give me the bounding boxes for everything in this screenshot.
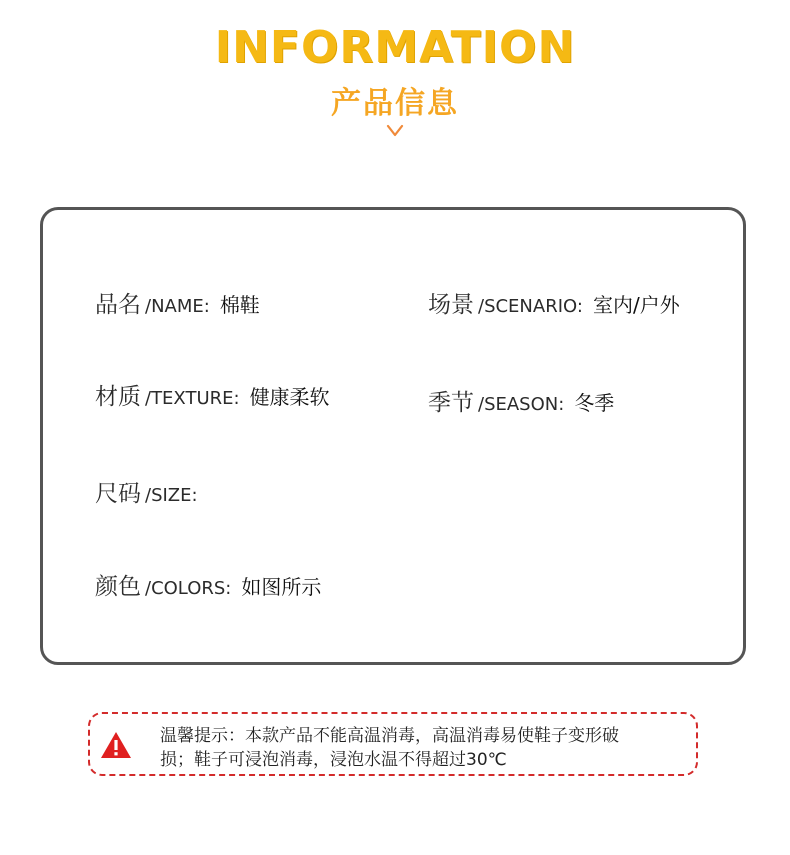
info-panel	[40, 207, 746, 665]
field-value: 如图所示	[241, 575, 322, 599]
field-value: 冬季	[574, 391, 615, 415]
field-colors	[95, 568, 321, 601]
care-notice	[88, 712, 698, 776]
notice-line-1: 温馨提示：本款产品不能高温消毒，高温消毒易使鞋子变形破	[160, 726, 619, 746]
field-label-cn: 场景	[428, 292, 474, 318]
field-label-en: /SEASON:	[478, 394, 565, 415]
field-value: 棉鞋	[219, 293, 260, 317]
field-label-en: /TEXTURE:	[145, 388, 240, 409]
field-label-cn: 品名	[95, 292, 141, 318]
notice-line-2: 损；鞋子可浸泡消毒，浸泡水温不得超过30℃	[160, 750, 507, 770]
field-label-en: /SIZE:	[145, 485, 198, 506]
field-label-en: /SCENARIO:	[478, 296, 583, 317]
field-value: 健康柔软	[249, 385, 330, 409]
field-scenario	[428, 286, 680, 319]
field-label-en: /COLORS:	[145, 578, 232, 599]
title-en: INFORMATION	[214, 22, 576, 73]
field-label-en: /NAME:	[145, 296, 210, 317]
field-label-cn: 材质	[95, 384, 141, 410]
warning-icon	[100, 730, 132, 760]
field-label-cn: 尺码	[95, 481, 141, 507]
field-size	[95, 475, 208, 508]
field-texture	[95, 378, 330, 411]
chevron-down-icon	[385, 120, 405, 140]
field-label-cn: 颜色	[95, 574, 141, 600]
field-label-cn: 季节	[428, 390, 474, 416]
field-value: 室内/户外	[592, 293, 680, 317]
field-season	[428, 384, 614, 417]
notice-text	[160, 724, 690, 772]
field-name	[95, 286, 260, 319]
title-cn: 产品信息	[331, 86, 459, 121]
